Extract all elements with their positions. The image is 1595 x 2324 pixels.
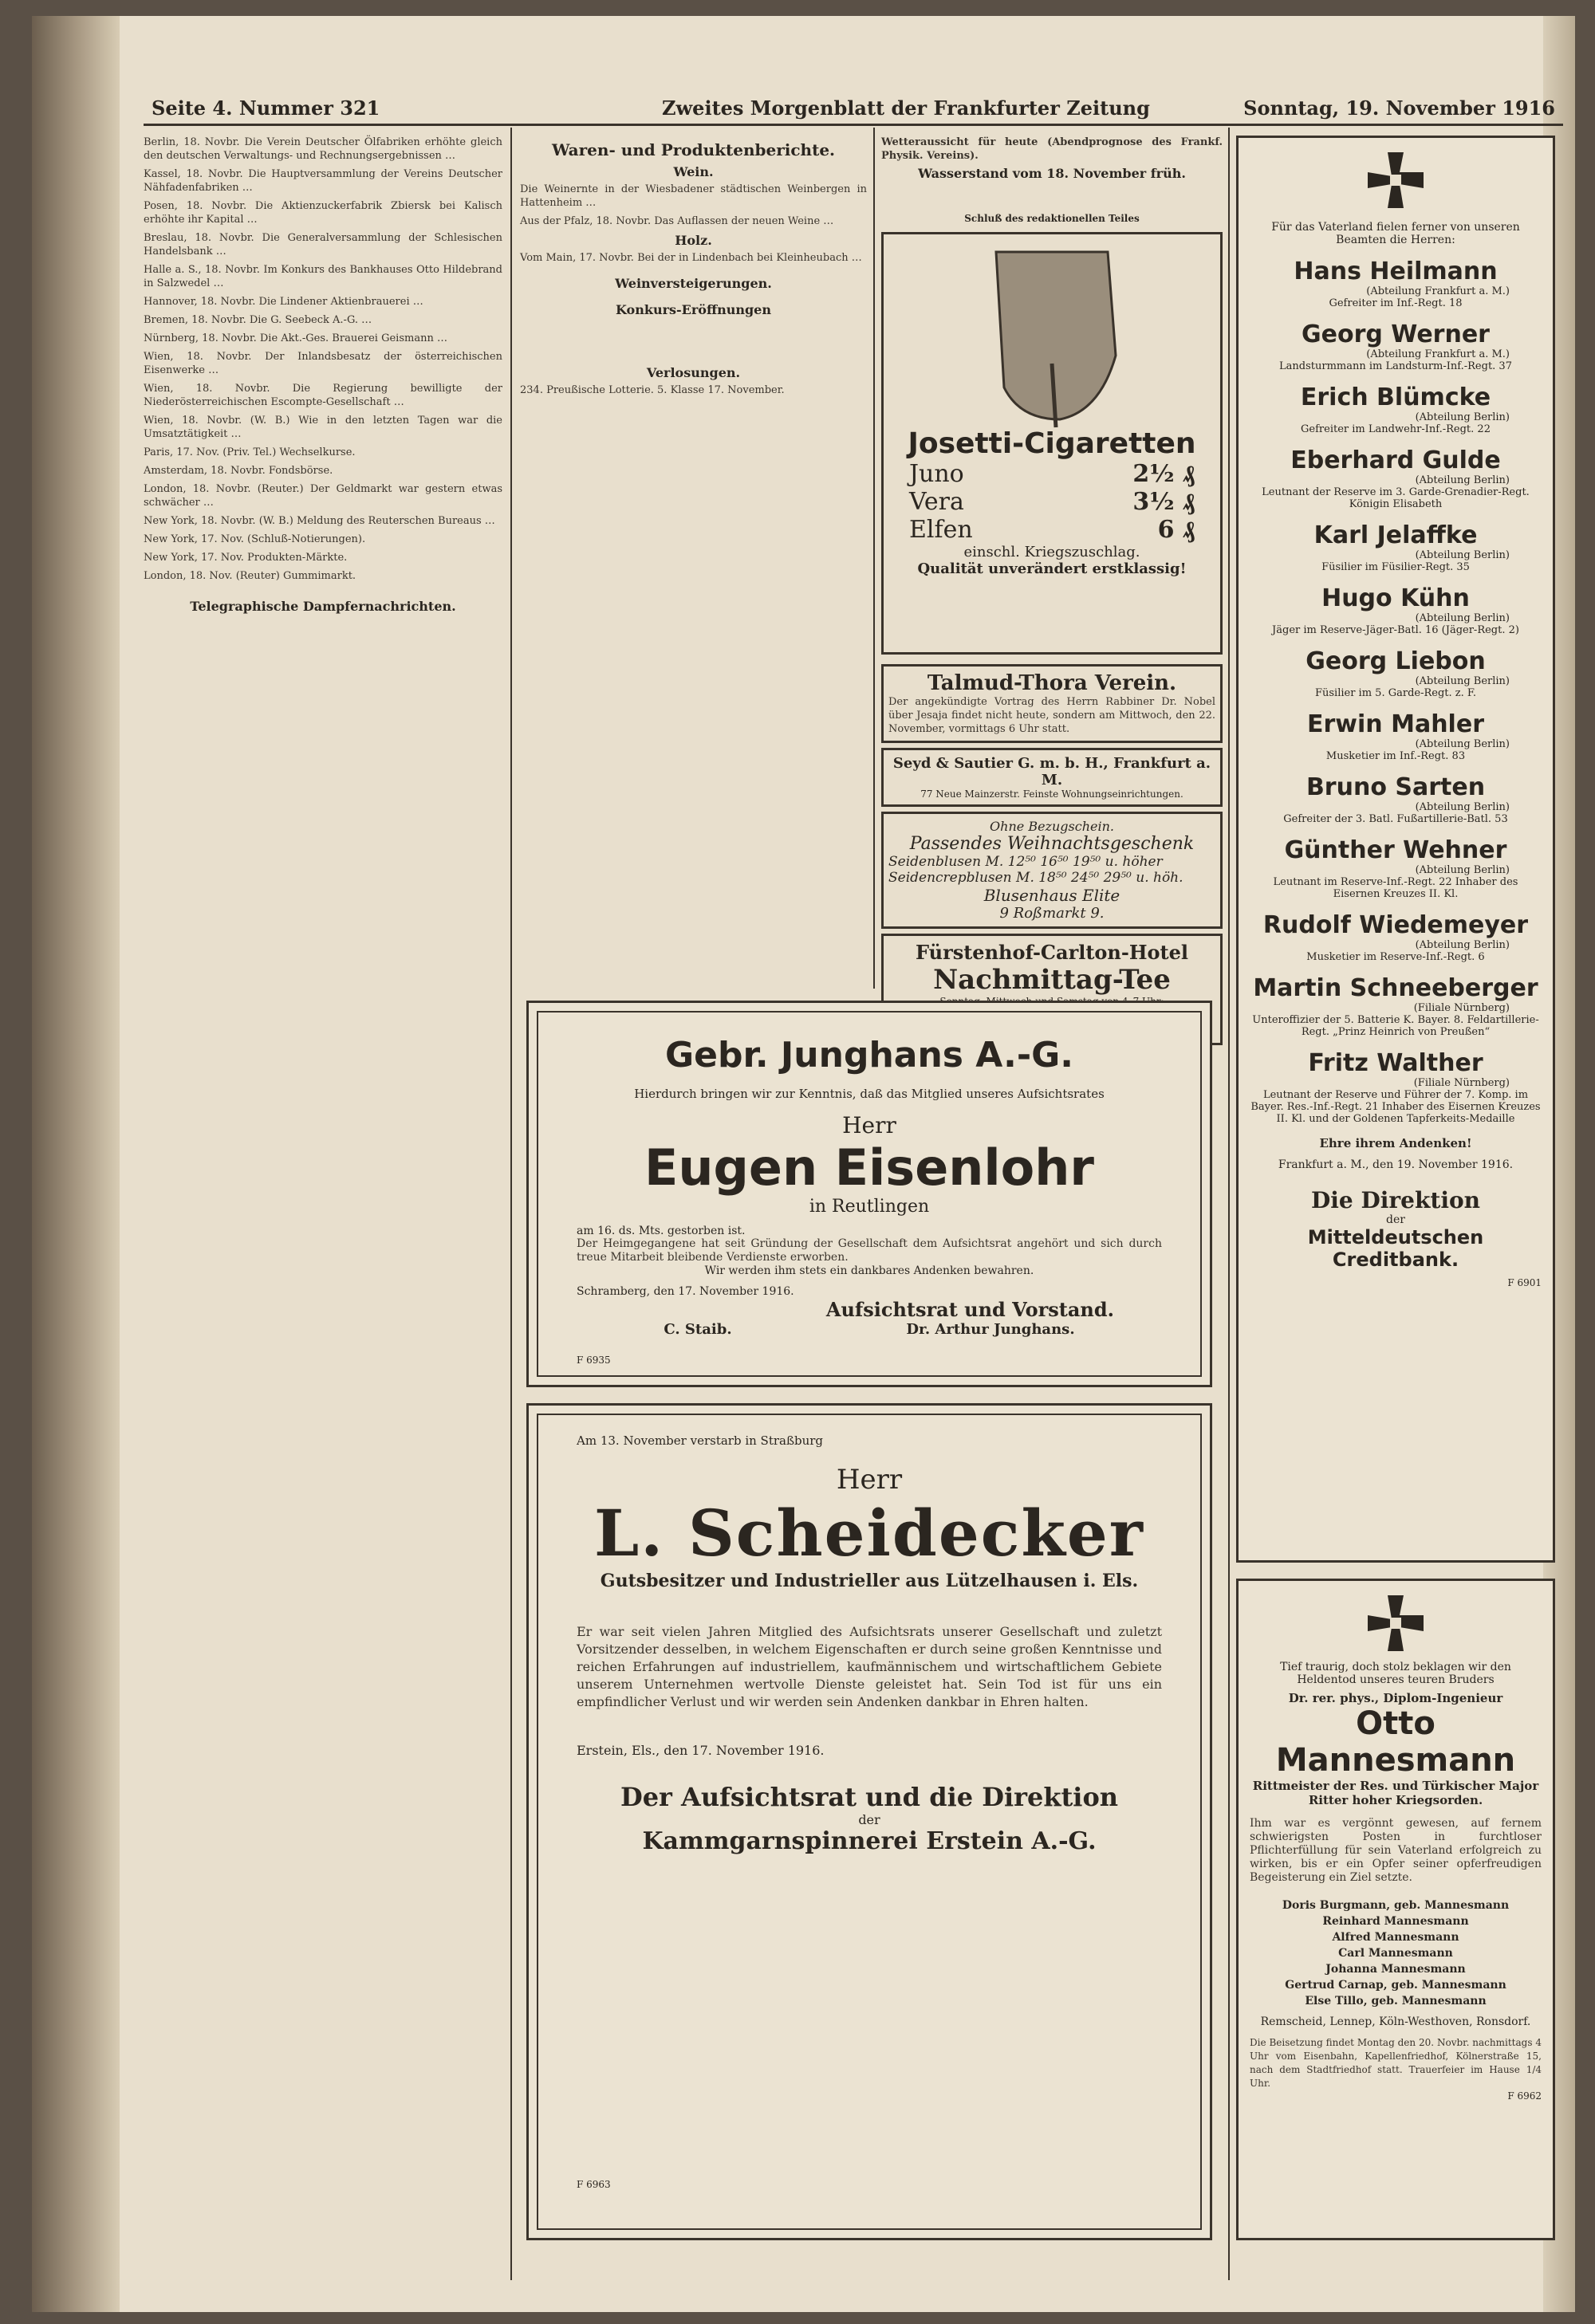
junghans-code: F 6935 xyxy=(577,1355,611,1366)
column-commodity-reports xyxy=(520,136,867,989)
fallen-name: Georg Werner xyxy=(1302,320,1490,348)
junghans-name: Eugen Eisenlohr xyxy=(644,1138,1094,1197)
mannesmann-title: Dr. rer. phys., Diplom-Ingenieur xyxy=(1288,1691,1503,1705)
news-item: Kassel, 18. Novbr. Die Hauptversammlung der Vereins Deutscher Nähfadenfabriken … xyxy=(144,168,502,194)
news-item: London, 18. Nov. (Reuter) Gummimarkt. xyxy=(144,570,356,582)
fallen-rank: Musketier im Reserve-Inf.-Regt. 6 xyxy=(1306,951,1485,963)
junghans-notice xyxy=(526,1001,1212,1387)
seyd-sub: 77 Neue Mainzerstr. Feinste Wohnungseinrichtungen. xyxy=(920,788,1183,800)
cigarette-name: Vera xyxy=(909,488,964,516)
scheidecker-sign: Der Aufsichtsrat und die Direktion xyxy=(620,1782,1119,1812)
blouse-ad xyxy=(881,812,1223,929)
hotel-tea: Nachmittag-Tee xyxy=(933,964,1171,996)
fallen-entry xyxy=(1250,710,1542,762)
fallen-entry xyxy=(1250,773,1542,825)
creditbank-city: Frankfurt a. M., den 19. November 1916. xyxy=(1278,1158,1514,1171)
fallen-dept: (Abteilung Berlin) xyxy=(1415,474,1510,486)
cigarette-item-row xyxy=(893,460,1211,488)
mannesmann-places: Remscheid, Lennep, Köln-Westhoven, Ronsdorf. xyxy=(1260,2015,1531,2028)
scheidecker-city: Erstein, Els., den 17. November 1916. xyxy=(577,1743,825,1758)
lottery-text: 234. Preußische Lotterie. 5. Klasse 17. November. xyxy=(520,384,785,396)
hotel-title: Fürstenhof-Carlton-Hotel xyxy=(916,941,1188,964)
family-member: Reinhard Mannesmann xyxy=(1322,1915,1469,1928)
fallen-name: Fritz Walther xyxy=(1308,1049,1483,1077)
junghans-died: am 16. ds. Mts. gestorben ist. xyxy=(577,1225,746,1237)
fallen-name: Erwin Mahler xyxy=(1307,710,1484,738)
commodity-title: Waren- und Produktenberichte. xyxy=(551,140,836,159)
news-item: Halle a. S., 18. Novbr. Im Konkurs des Bankhauses Otto Hildebrand in Salzwedel … xyxy=(144,264,502,289)
iron-cross-icon xyxy=(1368,152,1424,208)
junghans-text: Der Heimgegangene hat seit Gründung der Gesellschaft dem Aufsichtsrat angehört und sich durch treue Mitarbeit bleibende Verdienste erworben. xyxy=(577,1237,1162,1264)
fallen-rank: Leutnant im Reserve-Inf.-Regt. 22 Inhaber des Eisernen Kreuzes II. Kl. xyxy=(1273,876,1518,900)
seyd-ad xyxy=(881,748,1223,807)
fallen-rank: Leutnant der Reserve und Führer der 7. Komp. im Bayer. Res.-Inf.-Regt. 21 Inhaber des Eisernen Kreuzes II. Kl. und der Goldenen Tapferkeits-Medaille xyxy=(1250,1089,1541,1125)
talmud-ad xyxy=(881,664,1223,743)
report-item: Vom Main, 17. Novbr. Bei der in Lindenbach bei Kleinheubach … xyxy=(520,252,862,264)
fallen-name: Günther Wehner xyxy=(1284,836,1507,864)
family-member: Else Tillo, geb. Mannesmann xyxy=(1305,1995,1487,2007)
fallen-dept: (Abteilung Berlin) xyxy=(1415,939,1510,951)
junghans-sig-right: Dr. Arthur Junghans. xyxy=(906,1321,1075,1338)
scheidecker-text: Er war seit vielen Jahren Mitglied des Aufsichtsrats unserer Gesellschaft und zuletzt Vorsitzender desselben, in welchem Eigenschaften er durch seine großen Kenntnisse und reichen Erfahrungen auf industriellem, kaufmännischem und wirtschaftlichem Gebiete unserem Unternehmen wertvolle Dienste geleistet hat. Sein Tod ist für uns ein empfindlicher Verlust und wir werden sein Andenken dankbar in Ehren halten. xyxy=(577,1624,1162,1709)
family-member: Alfred Mannesmann xyxy=(1332,1931,1459,1944)
family-member: Carl Mannesmann xyxy=(1338,1947,1453,1960)
column-rule-2 xyxy=(873,128,875,989)
cigarette-price: 6 ₰ xyxy=(1157,516,1195,544)
wine-auction-title: Weinversteigerungen. xyxy=(615,276,772,291)
talmud-title: Talmud-Thora Verein. xyxy=(927,671,1177,695)
column-financial-news xyxy=(144,136,502,2272)
header-right: Sonntag, 19. November 1916 xyxy=(1243,96,1555,120)
news-item: Nürnberg, 18. Novbr. Die Akt.-Ges. Brauerei Geismann … xyxy=(144,332,447,344)
cigarette-brand: Josetti-Cigaretten xyxy=(908,427,1196,460)
creditbank-der: der xyxy=(1386,1213,1405,1226)
column-rule-3 xyxy=(1228,128,1230,2280)
fallen-rank: Landsturmmann im Landsturm-Inf.-Regt. 37 xyxy=(1279,360,1512,372)
cigarette-price: 3½ ₰ xyxy=(1132,488,1195,516)
talmud-text: Der angekündigte Vortrag des Herrn Rabbiner Dr. Nobel über Jesaja findet nicht heute, sondern am Mittwoch, den 22. November, vormittags 6 Uhr statt. xyxy=(888,696,1215,735)
fallen-dept: (Abteilung Berlin) xyxy=(1415,675,1510,687)
news-item: Wien, 18. Novbr. Die Regierung bewilligte der Niederösterreichischen Escompte-Gesellschaft … xyxy=(144,383,502,408)
junghans-herr: Herr xyxy=(842,1112,896,1138)
fallen-rank: Gefreiter der 3. Batl. Fußartillerie-Batl. 53 xyxy=(1283,813,1508,825)
mannesmann-name: Otto Mannesmann xyxy=(1275,1705,1516,1779)
scheidecker-notice xyxy=(526,1403,1212,2240)
wine-subtitle: Wein. xyxy=(673,164,714,179)
news-item: Wien, 18. Novbr. (W. B.) Wie in den letzten Tagen war die Umsatztätigkeit … xyxy=(144,415,502,440)
scheidecker-herr: Herr xyxy=(836,1464,903,1496)
scheidecker-name: L. Scheidecker xyxy=(594,1496,1144,1571)
creditbank-bank: Mitteldeutschen Creditbank. xyxy=(1307,1226,1484,1271)
junghans-sign: Aufsichtsrat und Vorstand. xyxy=(825,1298,1114,1321)
fallen-dept: (Abteilung Berlin) xyxy=(1415,738,1510,750)
scheidecker-intro: Am 13. November verstarb in Straßburg xyxy=(577,1433,824,1448)
seyd-title: Seyd & Sautier G. m. b. H., Frankfurt a. M. xyxy=(892,755,1211,788)
creditbank-notice xyxy=(1236,136,1555,1563)
column-rule-1 xyxy=(510,128,512,2280)
book-spine xyxy=(32,16,120,2312)
news-item: Hannover, 18. Novbr. Die Lindener Aktienbrauerei … xyxy=(144,296,423,308)
news-item: Paris, 17. Nov. (Priv. Tel.) Wechselkurse. xyxy=(144,446,356,458)
bankruptcy-title: Konkurs-Eröffnungen xyxy=(616,302,771,317)
creditbank-dir: Die Direktion xyxy=(1311,1187,1480,1213)
news-item: Berlin, 18. Novbr. Die Verein Deutscher Ölfabriken erhöhte gleich den deutschen Verwaltungs- und Rechnungsergebnissen … xyxy=(144,136,502,162)
news-item: Bremen, 18. Novbr. Die G. Seebeck A.-G. … xyxy=(144,314,372,326)
lottery-title: Verlosungen. xyxy=(646,365,741,380)
fallen-dept: (Abteilung Berlin) xyxy=(1415,801,1510,813)
fallen-rank: Füsilier im 5. Garde-Regt. z. F. xyxy=(1314,687,1477,699)
fallen-rank: Gefreiter im Landwehr-Inf.-Regt. 22 xyxy=(1301,423,1491,435)
newspaper-page xyxy=(32,16,1575,2312)
fallen-dept: (Abteilung Berlin) xyxy=(1415,612,1510,624)
fallen-dept: (Filiale Nürnberg) xyxy=(1413,1077,1510,1089)
family-member: Gertrud Carnap, geb. Mannesmann xyxy=(1285,1979,1506,1992)
financial-news-body xyxy=(144,136,502,583)
blouse-line: Seidenblusen M. 12⁵⁰ 16⁵⁰ 19⁵⁰ u. höher xyxy=(888,854,1163,870)
end-editorial: Schluß des redaktionellen Teiles xyxy=(964,213,1140,224)
fallen-entry xyxy=(1250,320,1542,372)
cigarette-note: einschl. Kriegszuschlag. xyxy=(963,544,1140,560)
news-item: New York, 17. Nov. Produkten-Märkte. xyxy=(144,552,348,564)
water-level-title: Wasserstand vom 18. November früh. xyxy=(918,166,1186,181)
news-item: Wien, 18. Novbr. Der Inlandsbesatz der österreichischen Eisenwerke … xyxy=(144,351,502,376)
header-left: Seite 4. Nummer 321 xyxy=(152,96,380,120)
fallen-name: Karl Jelaffke xyxy=(1313,521,1478,549)
mannesmann-funeral: Die Beisetzung findet Montag den 20. Novbr. nachmittags 4 Uhr vom Eisenbahn, Kapellenfriedhof, Kölnerstraße 15, nach dem Stadtfriedhof statt. Trauerfeier im Hause 1/4 Uhr. xyxy=(1250,2037,1542,2089)
fallen-entry xyxy=(1250,836,1542,900)
scheidecker-code: F 6963 xyxy=(577,2179,611,2190)
junghans-firm: Gebr. Junghans A.-G. xyxy=(665,1035,1073,1075)
family-member: Doris Burgmann, geb. Mannesmann xyxy=(1282,1899,1510,1912)
fallen-dept: (Abteilung Berlin) xyxy=(1415,549,1510,561)
fallen-dept: (Abteilung Berlin) xyxy=(1415,411,1510,423)
cigarette-item-row xyxy=(893,488,1211,516)
report-item: Die Weinernte in der Wiesbadener städtischen Weinbergen in Hattenheim … xyxy=(520,183,867,209)
wood-subtitle: Holz. xyxy=(675,233,712,248)
fallen-name: Bruno Sarten xyxy=(1306,773,1486,801)
fallen-entry xyxy=(1250,1049,1542,1125)
mannesmann-notice xyxy=(1236,1579,1555,2240)
header-center: Zweites Morgenblatt der Frankfurter Zeitung xyxy=(662,96,1150,120)
news-item: London, 18. Novbr. (Reuter.) Der Geldmarkt war gestern etwas schwächer … xyxy=(144,483,502,509)
scheidecker-title: Gutsbesitzer und Industrieller aus Lützelhausen i. Els. xyxy=(600,1571,1139,1591)
fallen-dept: (Abteilung Frankfurt a. M.) xyxy=(1366,285,1510,297)
report-item: Aus der Pfalz, 18. Novbr. Das Auflassen der neuen Weine … xyxy=(520,215,834,227)
fallen-rank: Gefreiter im Inf.-Regt. 18 xyxy=(1329,297,1463,309)
fallen-dept: (Abteilung Berlin) xyxy=(1415,864,1510,876)
fallen-entry xyxy=(1250,258,1542,309)
mannesmann-code: F 6962 xyxy=(1507,2090,1542,2102)
news-item: Breslau, 18. Novbr. Die Generalversammlung der Schlesischen Handelsbank … xyxy=(144,232,502,258)
blouse-shop: Blusenhaus Elite xyxy=(983,886,1120,905)
news-item: Amsterdam, 18. Novbr. Fondsbörse. xyxy=(144,465,333,477)
scheidecker-der: der xyxy=(858,1812,880,1827)
creditbank-code: F 6901 xyxy=(1507,1277,1542,1288)
fallen-entry xyxy=(1250,911,1542,963)
news-item: Posen, 18. Novbr. Die Aktienzuckerfabrik Zbiersk bei Kalisch erhöhte ihr Kapital … xyxy=(144,200,502,226)
news-item: New York, 18. Novbr. (W. B.) Meldung des Reuterschen Bureaus … xyxy=(144,515,495,527)
cigarette-name: Elfen xyxy=(909,516,973,544)
fallen-rank: Jäger im Reserve-Jäger-Batl. 16 (Jäger-Regt. 2) xyxy=(1272,624,1519,636)
hand-illustration xyxy=(900,244,1203,427)
junghans-place: in Reutlingen xyxy=(809,1197,930,1217)
fallen-entry xyxy=(1250,521,1542,573)
fallen-name: Eberhard Gulde xyxy=(1290,446,1501,474)
column-ads xyxy=(881,136,1223,996)
fallen-name: Hugo Kühn xyxy=(1321,584,1470,612)
cigarette-ad xyxy=(881,232,1223,655)
fallen-rank: Füsilier im Füsilier-Regt. 35 xyxy=(1321,561,1470,573)
fallen-rank: Musketier im Inf.-Regt. 83 xyxy=(1325,750,1466,762)
junghans-sig-left: C. Staib. xyxy=(664,1321,732,1338)
junghans-memory: Wir werden ihm stets ein dankbares Andenken bewahren. xyxy=(704,1264,1034,1277)
fallen-rank: Leutnant der Reserve im 3. Garde-Grenadier-Regt. Königin Elisabeth xyxy=(1262,486,1530,510)
cigarette-slogan: Qualität unverändert erstklassig! xyxy=(917,560,1187,577)
weather-forecast: Wetteraussicht für heute (Abendprognose des Frankf. Physik. Vereins). xyxy=(881,136,1223,162)
cigarette-item-row xyxy=(893,516,1211,544)
dampfer-title: Telegraphische Dampfernachrichten. xyxy=(190,599,456,614)
fallen-entry xyxy=(1250,383,1542,435)
fallen-name: Georg Liebon xyxy=(1306,647,1486,675)
news-item: New York, 17. Nov. (Schluß-Notierungen). xyxy=(144,533,366,545)
fallen-rank: Unteroffizier der 5. Batterie K. Bayer. 8. Feldartillerie-Regt. „Prinz Heinrich von Preußen“ xyxy=(1252,1014,1539,1038)
mannesmann-family xyxy=(1250,1897,1542,2009)
fallen-name: Hans Heilmann xyxy=(1294,258,1498,285)
creditbank-honor: Ehre ihrem Andenken! xyxy=(1319,1136,1472,1150)
page-header xyxy=(144,92,1563,126)
scheidecker-firm: Kammgarnspinnerei Erstein A.-G. xyxy=(642,1827,1097,1855)
mannesmann-rank: Rittmeister der Res. und Türkischer Major Ritter hoher Kriegsorden. xyxy=(1252,1779,1539,1807)
cigarette-price: 2½ ₰ xyxy=(1132,460,1195,488)
creditbank-intro: Für das Vaterland fielen ferner von unseren Beamten die Herren: xyxy=(1271,221,1520,246)
fallen-entry xyxy=(1250,584,1542,636)
blouse-address: 9 Roßmarkt 9. xyxy=(999,905,1105,922)
family-member: Johanna Mannesmann xyxy=(1325,1963,1466,1976)
blouse-line: Seidencrepblusen M. 18⁵⁰ 24⁵⁰ 29⁵⁰ u. höh. xyxy=(888,870,1183,886)
fallen-name: Erich Blümcke xyxy=(1300,383,1491,411)
iron-cross-icon xyxy=(1368,1595,1424,1651)
mannesmann-text: Ihm war es vergönnt gewesen, auf fernem schwierigsten Posten in furchtloser Pflichterfüllung für sein Vaterland erfolgreich zu wirken, bis er ein Opfer seiner opferfreudigen Begeisterung ein Ziel setzte. xyxy=(1250,1817,1542,1884)
blouse-headline: Passendes Weihnachtsgeschenk xyxy=(909,834,1195,854)
blouse-intro: Ohne Bezugschein. xyxy=(990,819,1114,834)
fallen-entry xyxy=(1250,974,1542,1038)
junghans-city: Schramberg, den 17. November 1916. xyxy=(577,1285,794,1298)
fallen-dept: (Filiale Nürnberg) xyxy=(1413,1002,1510,1014)
fallen-entry xyxy=(1250,647,1542,699)
fallen-list xyxy=(1250,258,1542,1125)
fallen-name: Rudolf Wiedemeyer xyxy=(1262,911,1529,939)
fallen-dept: (Abteilung Frankfurt a. M.) xyxy=(1366,348,1510,360)
fallen-name: Martin Schneeberger xyxy=(1253,974,1538,1002)
junghans-intro: Hierdurch bringen wir zur Kenntnis, daß das Mitglied unseres Aufsichtsrates xyxy=(634,1087,1105,1101)
cigarette-name: Juno xyxy=(909,460,964,488)
mannesmann-intro: Tief traurig, doch stolz beklagen wir den Heldentod unseres teuren Bruders xyxy=(1280,1661,1511,1686)
fallen-entry xyxy=(1250,446,1542,510)
